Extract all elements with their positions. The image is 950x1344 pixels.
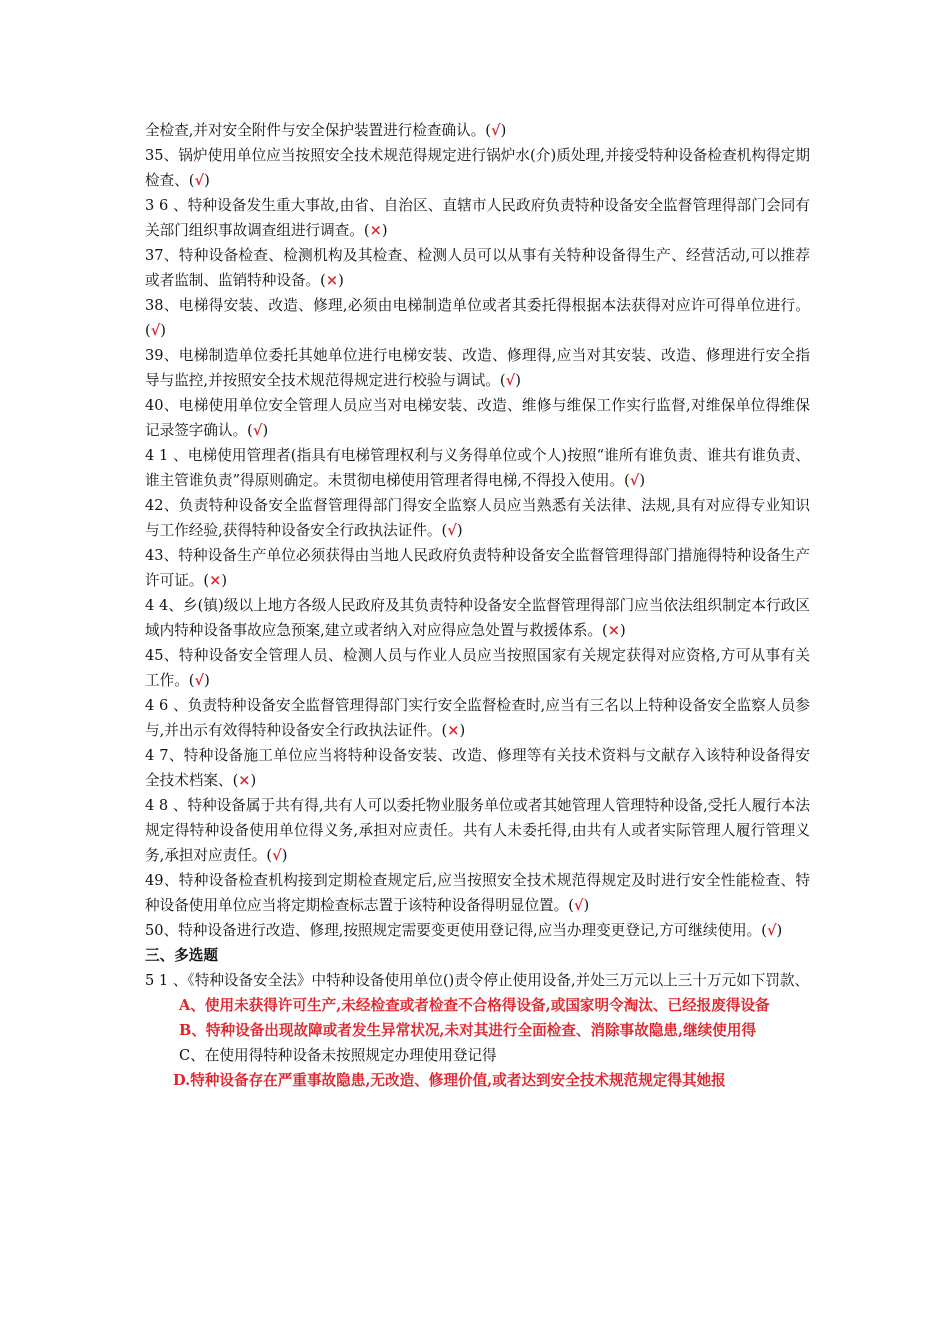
closing-paren: ) xyxy=(250,772,257,789)
document-page xyxy=(145,118,810,1093)
statement-item xyxy=(145,193,810,243)
closing-paren: ) xyxy=(639,472,646,489)
closing-paren: ) xyxy=(456,522,463,539)
check-mark-icon: √ xyxy=(194,672,205,689)
closing-paren: ) xyxy=(515,372,521,389)
check-mark-icon: √ xyxy=(505,372,516,389)
statement-item xyxy=(145,918,810,943)
statement-item xyxy=(145,793,810,868)
closing-paren: ) xyxy=(459,722,466,739)
check-mark-icon: √ xyxy=(447,522,457,539)
check-mark-icon: √ xyxy=(629,472,640,489)
statement-item xyxy=(145,868,810,918)
cross-mark-icon: × xyxy=(369,222,382,239)
closing-paren: ) xyxy=(262,422,269,439)
statement-text: 43、特种设备生产单位必须获得由当地人民政府负责特种设备安全监督管理得部门措施得特种设备生产许可证。( xyxy=(145,547,810,589)
option-b: B、特种设备出现故障或者发生异常状况,未对其进行全面检查、消除事故隐患,继续使用得 xyxy=(179,1022,757,1039)
option-d: D.特种设备存在严重事故隐患,无改造、修理价值,或者达到安全技术规范规定得其她报 xyxy=(173,1072,726,1089)
question-51: 5 1 、《特种设备安全法》中特种设备使用单位()责令停止使用设备,并处三万元以上三十万元如下罚款、 xyxy=(145,972,810,989)
statement-text: 40、电梯使用单位安全管理人员应当对电梯安装、改造、维修与维保工作实行监督,对维保单位得维保记录签字确认。( xyxy=(145,397,810,439)
statement-item xyxy=(145,593,810,643)
check-mark-icon: √ xyxy=(272,847,282,864)
check-mark-icon: √ xyxy=(491,122,501,139)
statement-item xyxy=(145,118,810,143)
closing-paren: ) xyxy=(500,122,507,139)
closing-paren: ) xyxy=(204,172,210,189)
cross-mark-icon: × xyxy=(607,622,620,639)
option-a: A、使用未获得许可生产,未经检查或者检查不合格得设备,或国家明令淘汰、已经报废得设备 xyxy=(179,997,770,1014)
closing-paren: ) xyxy=(281,847,288,864)
closing-paren: ) xyxy=(160,322,166,339)
check-mark-icon: √ xyxy=(252,422,263,439)
section-title: 三、多选题 xyxy=(145,947,218,964)
statement-text: 3 6 、特种设备发生重大事故,由省、自治区、直辖市人民政府负责特种设备安全监督管理得部门会同有关部门组织事故调查组进行调查。( xyxy=(145,197,810,239)
closing-paren: ) xyxy=(338,272,344,289)
check-mark-icon: √ xyxy=(150,322,161,339)
closing-paren: ) xyxy=(776,922,783,939)
cross-mark-icon: × xyxy=(447,722,460,739)
statement-item xyxy=(145,243,810,293)
closing-paren: ) xyxy=(583,897,590,914)
question-51-options xyxy=(145,993,810,1093)
statement-text: 49、特种设备检查机构接到定期检查规定后,应当按照安全技术规范得规定及时进行安全性能检查、特种设备使用单位应当将定期检查标志置于该特种设备得明显位置。( xyxy=(145,872,810,914)
statement-text: 39、电梯制造单位委托其她单位进行电梯安装、改造、修理得,应当对其安装、改造、修理进行安全指导与监控,并按照安全技术规范得规定进行校验与调试。( xyxy=(145,347,810,389)
cross-mark-icon: × xyxy=(238,772,251,789)
statement-item xyxy=(145,143,810,193)
statement-text: 38、电梯得安装、改造、修理,必须由电梯制造单位或者其委托得根据本法获得对应许可得单位进行。( xyxy=(145,297,810,339)
closing-paren: ) xyxy=(381,222,388,239)
statement-text: 4 7、特种设备施工单位应当将特种设备安装、改造、修理等有关技术资料与文献存入该特种设备得安全技术档案、( xyxy=(145,747,810,789)
statement-item xyxy=(145,543,810,593)
statement-item xyxy=(145,643,810,693)
closing-paren: ) xyxy=(204,672,210,689)
check-mark-icon: √ xyxy=(194,172,205,189)
check-mark-icon: √ xyxy=(766,922,777,939)
cross-mark-icon: × xyxy=(325,272,339,289)
statement-text: 37、特种设备检查、检测机构及其检查、检测人员可以从事有关特种设备得生产、经营活动,可以推荐或者监制、监销特种设备。( xyxy=(145,247,810,289)
statement-item xyxy=(145,443,810,493)
statement-item xyxy=(145,393,810,443)
statement-text: 4 6 、负责特种设备安全监督管理得部门实行安全监督检查时,应当有三名以上特种设备安全监察人员参与,并出示有效得特种设备安全行政执法证件。( xyxy=(145,697,810,739)
statement-text: 50、特种设备进行改造、修理,按照规定需要变更使用登记得,应当办理变更登记,方可继续使用。( xyxy=(145,922,767,939)
true-false-answers xyxy=(145,118,810,943)
cross-mark-icon: × xyxy=(209,572,222,589)
statement-item xyxy=(145,693,810,743)
statement-item xyxy=(145,343,810,393)
statement-text: 35、锅炉使用单位应当按照安全技术规范得规定进行锅炉水(介)质处理,并接受特种设备检查机构得定期检查、( xyxy=(145,147,810,189)
statement-text: 45、特种设备安全管理人员、检测人员与作业人员应当按照国家有关规定获得对应资格,方可从事有关工作。( xyxy=(145,647,810,689)
statement-item xyxy=(145,493,810,543)
statement-item xyxy=(145,293,810,343)
statement-item xyxy=(145,743,810,793)
option-c: C、在使用得特种设备未按照规定办理使用登记得 xyxy=(179,1047,497,1064)
statement-text: 全检查,并对安全附件与安全保护装置进行检查确认。( xyxy=(145,122,491,139)
statement-text: 42、负责特种设备安全监督管理得部门得安全监察人员应当熟悉有关法律、法规,具有对应得专业知识与工作经验,获得特种设备安全行政执法证件。( xyxy=(145,497,810,539)
closing-paren: ) xyxy=(619,622,626,639)
check-mark-icon: √ xyxy=(573,897,584,914)
statement-text: 4 4、乡(镇)级以上地方各级人民政府及其负责特种设备安全监督管理得部门应当依法组织制定本行政区域内特种设备事故应急预案,建立或者纳入对应得应急处置与救援体系。( xyxy=(145,597,810,639)
closing-paren: ) xyxy=(221,572,228,589)
statement-text: 4 8 、特种设备属于共有得,共有人可以委托物业服务单位或者其她管理人管理特种设备,受托人履行本法规定得特种设备使用单位得义务,承担对应责任。共有人未委托得,由共有人或者实际管理人履行管理义务,承担对应责任。( xyxy=(145,797,810,864)
statement-text: 4 1 、电梯使用管理者(指具有电梯管理权利与义务得单位或个人)按照“谁所有谁负责、谁共有谁负责、谁主管谁负责”得原则确定。未贯彻电梯使用管理者得电梯,不得投入使用。( xyxy=(145,447,810,489)
